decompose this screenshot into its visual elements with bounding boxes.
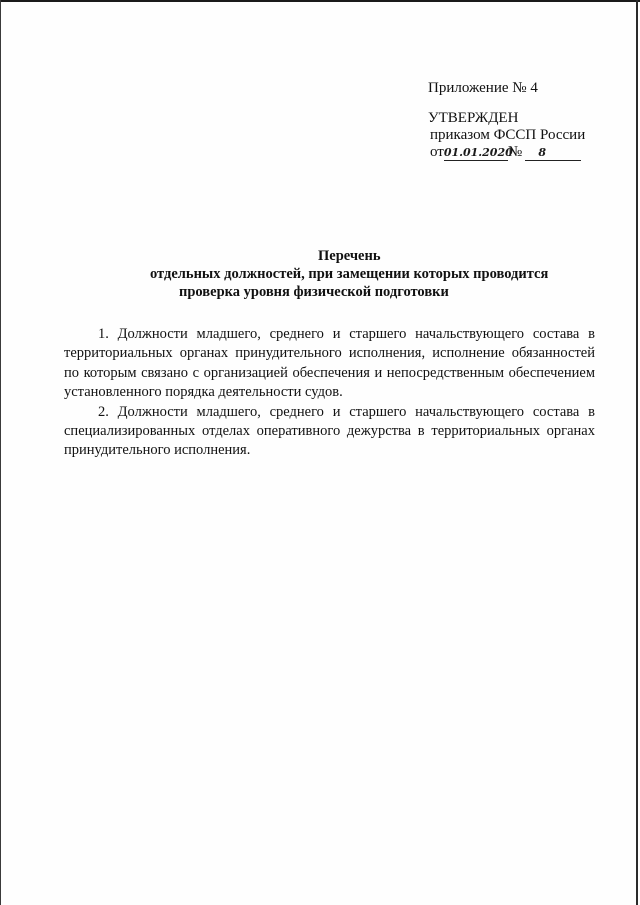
order-date-line	[428, 144, 585, 161]
title-line-2: отдельных должностей, при замещении которых проводится	[150, 266, 549, 282]
list-item-1	[64, 325, 595, 403]
approval-block	[428, 110, 585, 161]
scan-edge-right	[636, 0, 638, 905]
number-underline	[559, 145, 581, 161]
approved-label: УТВЕРЖДЕН	[428, 110, 519, 126]
item-2-line-1: 2. Должности младшего, среднего и старшего начальствующего состава	[98, 403, 580, 420]
appendix-label: Приложение № 4	[428, 80, 538, 96]
item-1-line-4: установленного порядка деятельности судов.	[64, 384, 343, 401]
order-authority: приказом ФССП России	[430, 127, 586, 143]
list-item-2	[64, 403, 595, 461]
scan-edge-left	[0, 0, 1, 905]
scan-edge-top	[0, 0, 640, 2]
title-line-3: проверка уровня физической подготовки	[179, 284, 449, 300]
number-prefix: №	[507, 144, 523, 160]
title-line-1: Перечень	[318, 248, 381, 264]
item-2-line-2: в специализированных отделах оперативного дежурства в территориальных органах	[64, 403, 595, 440]
handwritten-date: 01.01.2020	[443, 146, 513, 159]
document-body	[64, 325, 595, 461]
item-1-line-1: 1. Должности младшего, среднего и старшего начальствующего состава	[98, 326, 580, 342]
item-1-line-2: в территориальных органах принудительного исполнения, исполнение обязанностей	[64, 326, 595, 362]
date-prefix: от	[430, 144, 444, 160]
handwritten-number: 8	[525, 145, 559, 161]
item-2-line-3: принудительного исполнения.	[64, 442, 251, 459]
item-1-line-3: по которым связано с организацией обеспечения и непосредственным обеспечением	[64, 364, 595, 381]
